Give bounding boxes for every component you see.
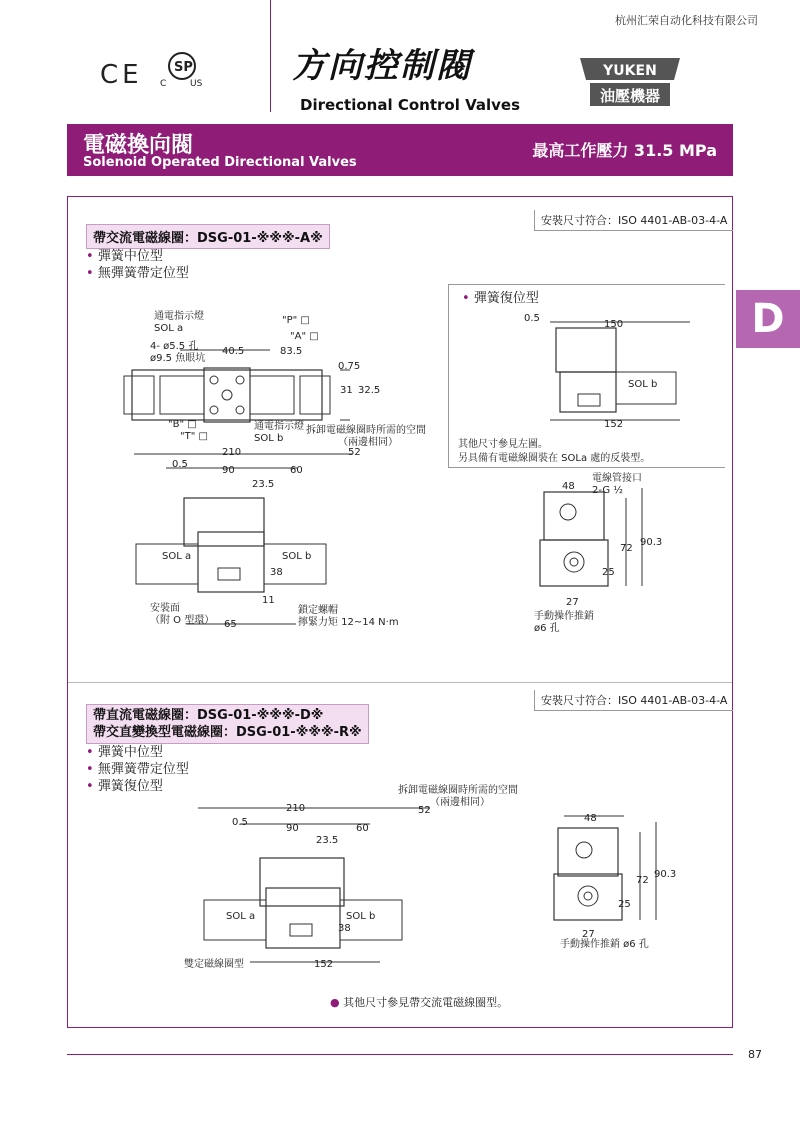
dim-150: 150 — [604, 319, 624, 330]
dim-38: 38 — [270, 567, 283, 578]
label-sol-b-right: SOL b — [628, 379, 658, 390]
section2-title-line: 帶直流電磁線圈：DSG-01-※※※-D※ — [93, 708, 324, 723]
right-bullet — [462, 290, 539, 307]
dc-dim-72: 72 — [636, 875, 649, 886]
dim-11: 11 — [262, 595, 275, 606]
ce-mark: CE — [100, 60, 143, 90]
footnote-bullet-icon: ● — [330, 996, 344, 1009]
page-number: 87 — [748, 1048, 762, 1061]
dim-32-5: 32.5 — [358, 385, 381, 396]
port-b: "B" □ — [168, 419, 197, 430]
dc-sol-b: SOL b — [346, 911, 376, 922]
brand-logo-text: YUKEN — [603, 63, 657, 79]
section1-bullets — [86, 248, 189, 282]
bullet-item: • 無彈簧帶定位型 — [86, 761, 189, 778]
iso-standard-2: 安裝尺寸符合：ISO 4401-AB-03-4-A — [534, 690, 733, 711]
dim-23-5: 23.5 — [252, 479, 275, 490]
label-sol-b: SOL b — [254, 433, 284, 444]
dc-dim-0-5: 0.5 — [232, 817, 248, 828]
dc-dim-27: 27 — [582, 929, 595, 940]
company-name: 杭州汇荣自动化科技有限公司 — [615, 14, 758, 27]
dim-25: 25 — [602, 567, 615, 578]
section1-title: 帶交流電磁線圈：DSG-01-※※※-A※ — [86, 224, 330, 249]
page-title-cn: 方向控制閥 — [292, 46, 472, 86]
label-mount: 安裝面 — [150, 603, 180, 614]
dim-0-5-right: 0.5 — [524, 313, 540, 324]
label-indicator-a: 通電指示燈 — [154, 311, 204, 322]
footnote-text: 其他尺寸參見帶交流電磁線圈型。 — [343, 996, 509, 1009]
dc-dim-25: 25 — [618, 899, 631, 910]
page-title-en: Directional Control Valves — [300, 96, 520, 114]
label-sol-a-side: SOL a — [162, 551, 192, 562]
dc-dim-52: 52 — [418, 805, 431, 816]
dc-dim-210: 210 — [286, 803, 306, 814]
note-line: 其他尺寸參見左圖。 — [458, 439, 548, 450]
label-mount-2: （附 O 型環） — [150, 615, 215, 626]
footer-line — [67, 1054, 733, 1055]
bullet-item: • 彈簧中位型 — [86, 248, 189, 265]
section2-footnote — [330, 996, 508, 1010]
header-divider — [270, 0, 271, 112]
dc-label-rectifier: 雙定磁線圈型 — [184, 959, 244, 970]
brand-cn-text: 油壓機器 — [599, 87, 661, 105]
label-conduit-2: 2-G ½ — [592, 485, 623, 496]
dc-side-view-drawing — [190, 796, 440, 976]
dim-60: 60 — [290, 465, 303, 476]
right-note — [458, 438, 650, 466]
max-pressure: 最高工作壓力 31.5 MPa — [532, 141, 717, 160]
label-torque: 擰緊力矩 12~14 N·m — [298, 617, 399, 628]
dim-52: 52 — [348, 447, 361, 458]
dim-83-5: 83.5 — [280, 346, 303, 357]
svg-text:SP: SP — [174, 60, 193, 75]
dc-dim-23-5: 23.5 — [316, 835, 339, 846]
chapter-tab[interactable]: D — [736, 290, 800, 348]
label-removal-2: （兩邊相同） — [338, 437, 398, 448]
label-holes: 4- ø5.5 孔 — [150, 341, 199, 352]
dc-dim-90: 90 — [286, 823, 299, 834]
csa-us: US — [190, 79, 203, 88]
dc-label-removal: 拆卸電磁線圈時所需的空間 — [398, 785, 518, 796]
label-lock: 鎖定螺帽 — [298, 605, 338, 616]
dim-152: 152 — [604, 419, 624, 430]
dim-65: 65 — [224, 619, 237, 630]
dc-dim-48: 48 — [584, 813, 597, 824]
bullet-item: • 彈簧中位型 — [86, 744, 189, 761]
label-sol-a: SOL a — [154, 323, 184, 334]
label-manual: 手動操作推銷 — [534, 611, 594, 622]
dim-0-75: 0.75 — [338, 361, 361, 372]
dc-dim-90-3: 90.3 — [654, 869, 677, 880]
dim-40-5: 40.5 — [222, 346, 245, 357]
bullet-item: • 彈簧復位型 — [86, 778, 189, 795]
dc-sol-a: SOL a — [226, 911, 256, 922]
yuken-logo — [576, 56, 684, 108]
banner-title-en: Solenoid Operated Directional Valves — [83, 155, 357, 170]
label-conduit: 電線管接口 — [592, 473, 642, 484]
dc-dim-38: 38 — [338, 923, 351, 934]
label-sol-b-side: SOL b — [282, 551, 312, 562]
bullet-item: • 彈簧復位型 — [462, 290, 539, 307]
dim-72: 72 — [620, 543, 633, 554]
port-p: "P" □ — [282, 315, 310, 326]
section2-title — [86, 704, 369, 744]
dc-dim-60: 60 — [356, 823, 369, 834]
dc-dim-152: 152 — [314, 959, 334, 970]
section2-bullets — [86, 744, 189, 795]
port-t: "T" □ — [180, 431, 208, 442]
dc-label-removal-2: （兩邊相同） — [430, 797, 490, 808]
dim-0-5: 0.5 — [172, 459, 188, 470]
label-counterbore: ø9.5 魚眼坑 — [150, 353, 206, 364]
dim-90-3: 90.3 — [640, 537, 663, 548]
dim-48: 48 — [562, 481, 575, 492]
banner-title-cn: 電磁換向閥 — [83, 133, 194, 158]
section-banner — [67, 124, 733, 176]
label-removal: 拆卸電磁線圈時所需的空間 — [306, 425, 426, 436]
dc-label-manual: 手動操作推銷 ø6 孔 — [560, 939, 649, 950]
label-manual-2: ø6 孔 — [534, 623, 560, 634]
label-indicator-b: 通電指示燈 — [254, 421, 304, 432]
section-divider — [68, 682, 732, 683]
dim-27: 27 — [566, 597, 579, 608]
csa-logo — [160, 48, 204, 88]
iso-standard-1: 安裝尺寸符合：ISO 4401-AB-03-4-A — [534, 210, 733, 231]
dim-210: 210 — [222, 447, 242, 458]
note-line: 另具備有電磁線圈裝在 SOLa 處的反裝型。 — [458, 453, 651, 464]
dim-90: 90 — [222, 465, 235, 476]
csa-c: C — [160, 79, 167, 88]
spring-return-drawing — [520, 316, 720, 426]
section2-title-line: 帶交直變換型電磁線圈：DSG-01-※※※-R※ — [93, 725, 362, 740]
dim-31: 31 — [340, 385, 353, 396]
port-a: "A" □ — [290, 331, 319, 342]
bullet-item: • 無彈簧帶定位型 — [86, 265, 189, 282]
